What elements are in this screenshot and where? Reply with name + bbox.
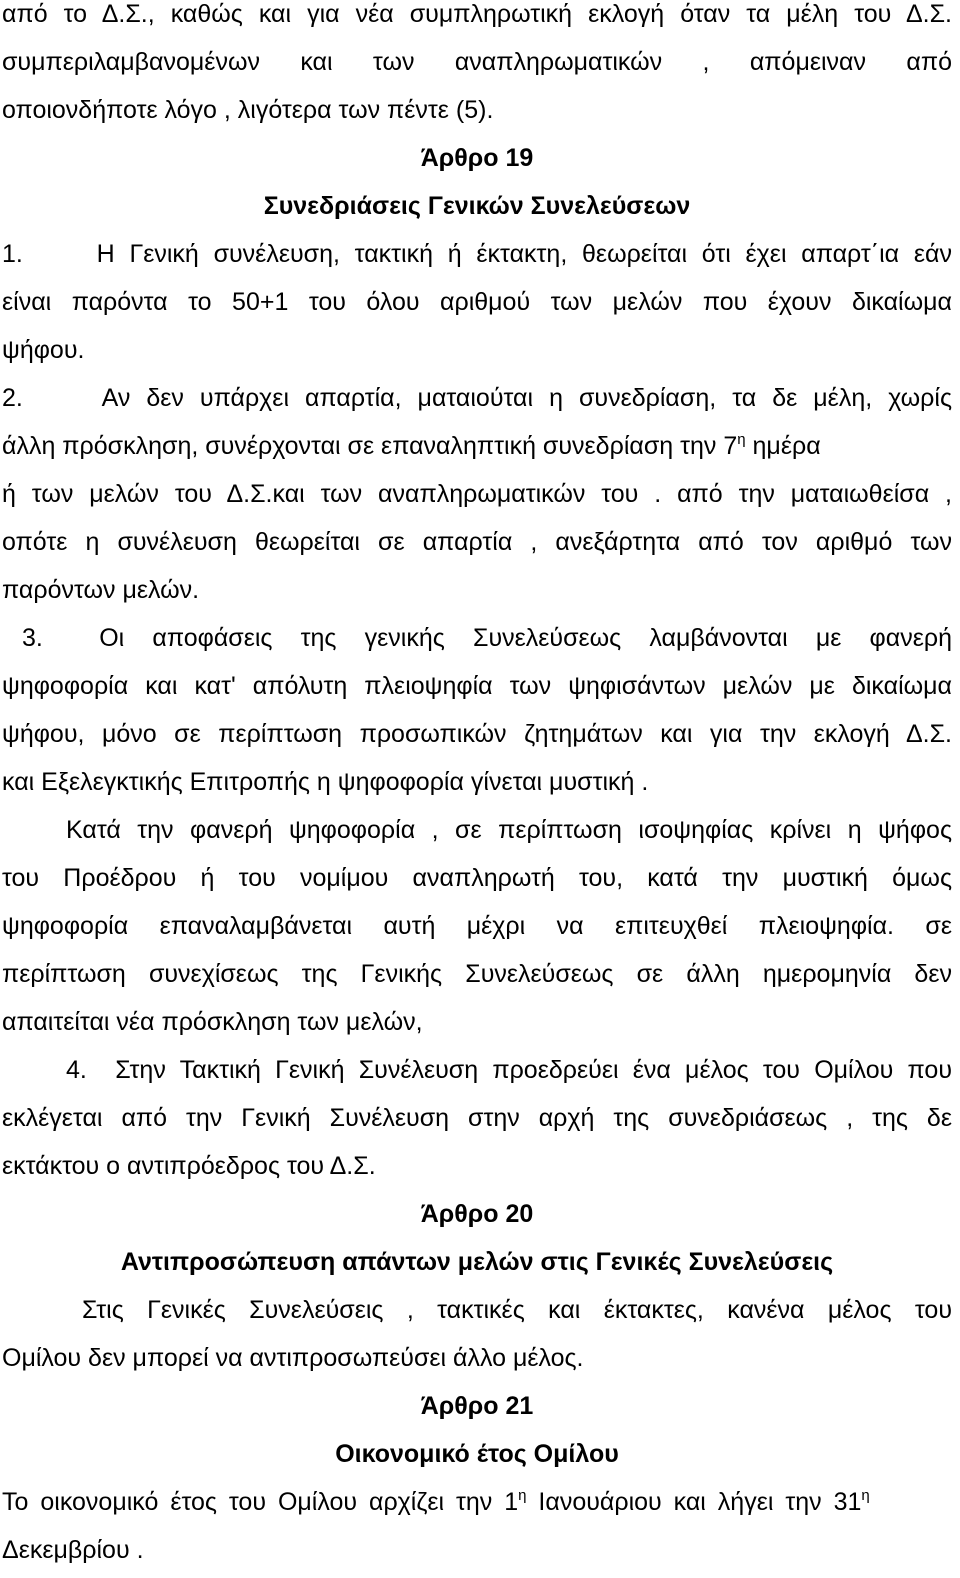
text-line: οποιονδήποτε λόγο , λιγότερα των πέντε (5).	[2, 96, 494, 124]
text-line: παρόντων μελών.	[2, 576, 200, 604]
text-segment: άλλη πρόσκληση, συνέρχονται σε επαναληπτική συνεδρίαση την 7	[2, 432, 738, 460]
article-19-title: Συνεδριάσεις Γενικών Συνελεύσεων	[263, 192, 691, 220]
article-21-heading: Άρθρο 21	[420, 1392, 534, 1420]
text-line: 2. Αν δεν υπάρχει απαρτία, ματαιούται η συνεδρίαση, τα δε μέλη, χωρίς	[2, 384, 952, 412]
text-line: ψήφου.	[2, 336, 85, 364]
text-line	[2, 1478, 952, 1526]
text-line: εκτάκτου ο αντιπρόεδρος του Δ.Σ.	[2, 1152, 376, 1180]
text-line: 3. Οι αποφάσεις της γενικής Συνελεύσεως λαμβάνονται με φανερή	[22, 624, 952, 652]
text-line: περίπτωση συνεχίσεως της Γενικής Συνελεύσεως σε άλλη ημερομηνία δεν	[2, 960, 952, 988]
text-line: απαιτείται νέα πρόσκληση των μελών,	[2, 1008, 423, 1036]
text-segment: Ιανουάριου και λήγει την 31	[526, 1488, 862, 1516]
article-20-title: Αντιπροσώπευση απάντων μελών στις Γενικές Συνελεύσεις	[120, 1248, 834, 1276]
text-line: ψήφου, μόνο σε περίπτωση προσωπικών ζητημάτων και για την εκλογή Δ.Σ.	[2, 720, 952, 748]
superscript: η	[861, 1487, 870, 1504]
article-20-heading: Άρθρο 20	[420, 1200, 534, 1228]
text-line: ψηφοφορία επαναλαμβάνεται αυτή μέχρι να επιτευχθεί πλειοψηφία. σε	[2, 912, 952, 940]
text-line: Κατά την φανερή ψηφοφορία , σε περίπτωση ισοψηφίας κρίνει η ψήφος	[66, 816, 952, 844]
article-21-title: Οικονομικό έτος Ομίλου	[335, 1440, 619, 1468]
text-line: του Προέδρου ή του νομίμου αναπληρωτή του, κατά την μυστική όμως	[2, 864, 952, 892]
text-line: και Εξελεγκτικής Επιτροπής η ψηφοφορία γίνεται μυστική .	[2, 768, 649, 796]
text-line: ψηφοφορία και κατ' απόλυτη πλειοψηφία των ψηφισάντων μελών με δικαίωμα	[2, 672, 952, 700]
text-line: από το Δ.Σ., καθώς και για νέα συμπληρωτική εκλογή όταν τα μέλη του Δ.Σ.	[2, 0, 952, 28]
text-segment: ημέρα	[745, 432, 821, 460]
superscript: η	[518, 1487, 527, 1504]
text-segment: Το οικονομικό έτος του Ομίλου αρχίζει την 1	[2, 1488, 519, 1516]
article-19-heading: Άρθρο 19	[420, 144, 534, 172]
text-line: είναι παρόντα το 50+1 του όλου αριθμού των μελών που έχουν δικαίωμα	[2, 288, 952, 316]
text-line: Δεκεμβρίου .	[2, 1536, 144, 1564]
text-line: Ομίλου δεν μπορεί να αντιπροσωπεύσει άλλο μέλος.	[2, 1344, 584, 1372]
superscript: η	[737, 431, 746, 448]
text-line: συμπεριλαμβανομένων και των αναπληρωματικών , απόμειναν από	[2, 48, 952, 76]
text-line: ή των μελών του Δ.Σ.και των αναπληρωματικών του . από την ματαιωθείσα ,	[2, 480, 952, 508]
text-line	[2, 422, 952, 470]
text-line: εκλέγεται από την Γενική Συνέλευση στην αρχή της συνεδριάσεως , της δε	[2, 1104, 952, 1132]
text-line: οπότε η συνέλευση θεωρείται σε απαρτία , ανεξάρτητα από τον αριθμό των	[2, 528, 952, 556]
text-line: 1. Η Γενική συνέλευση, τακτική ή έκτακτη, θεωρείται ότι έχει απαρτ΄ια εάν	[2, 240, 952, 268]
text-line: 4. Στην Τακτική Γενική Συνέλευση προεδρεύει ένα μέλος του Ομίλου που	[66, 1056, 952, 1084]
text-line: Στις Γενικές Συνελεύσεις , τακτικές και έκτακτες, κανένα μέλος του	[82, 1296, 952, 1324]
